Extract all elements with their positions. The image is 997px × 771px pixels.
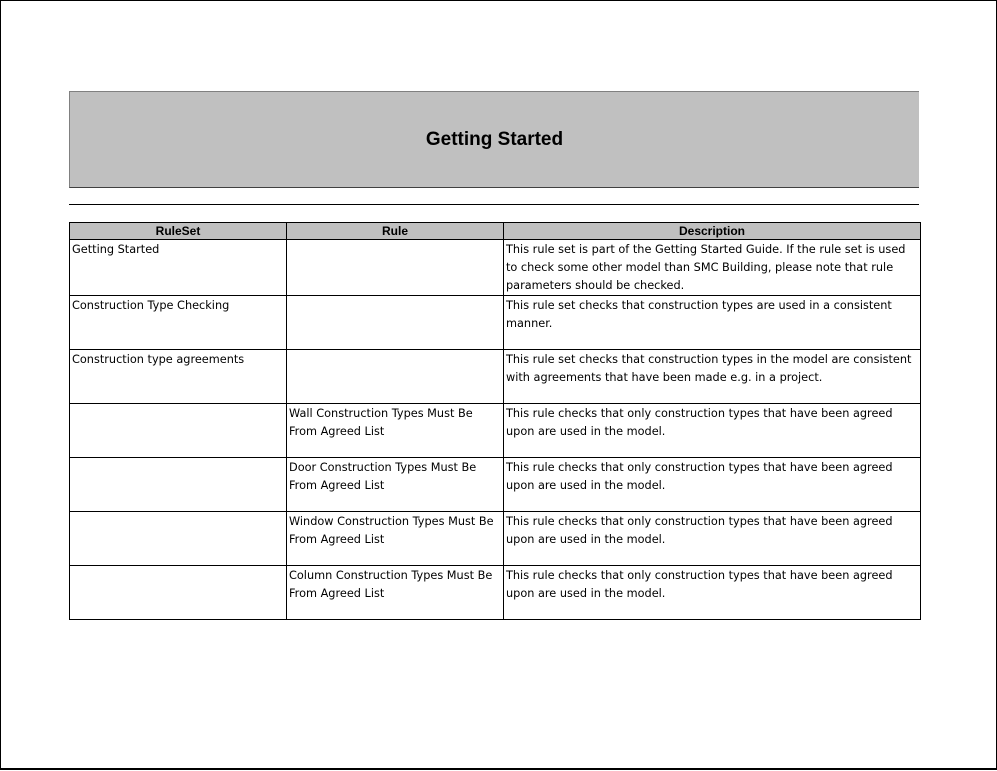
header-ruleset: RuleSet [70, 223, 287, 240]
header-rule: Rule [287, 223, 504, 240]
table-row [70, 240, 921, 296]
cell-description[interactable]: This rule checks that only construction types that have been agreed upon are used in the model. [504, 566, 921, 620]
cell-description[interactable]: This rule checks that only construction types that have been agreed upon are used in the model. [504, 404, 921, 458]
cell-description[interactable]: This rule checks that only construction types that have been agreed upon are used in the model. [504, 512, 921, 566]
table-row [70, 512, 921, 566]
cell-ruleset[interactable]: Construction Type Checking [70, 296, 287, 350]
cell-description[interactable]: This rule set checks that construction types in the model are consistent with agreements that have been made e.g. in a project. [504, 350, 921, 404]
cell-description[interactable]: This rule checks that only construction types that have been agreed upon are used in the model. [504, 458, 921, 512]
page-title: Getting Started [425, 128, 564, 150]
cell-ruleset[interactable]: Getting Started [70, 240, 287, 296]
rules-table [69, 222, 921, 620]
cell-rule[interactable] [287, 240, 504, 296]
table-header-row [70, 223, 921, 240]
title-banner [69, 91, 919, 188]
cell-description[interactable]: This rule set is part of the Getting Started Guide. If the rule set is used to check some other model than SMC Building, please note that rule parameters should be checked. [504, 240, 921, 296]
cell-ruleset[interactable] [70, 512, 287, 566]
cell-description[interactable]: This rule set checks that construction types are used in a consistent manner. [504, 296, 921, 350]
cell-rule[interactable] [287, 296, 504, 350]
divider-line [69, 204, 919, 205]
table-row [70, 458, 921, 512]
table-row [70, 566, 921, 620]
table-row [70, 350, 921, 404]
cell-ruleset[interactable] [70, 458, 287, 512]
cell-ruleset[interactable]: Construction type agreements [70, 350, 287, 404]
cell-rule[interactable]: Wall Construction Types Must Be From Agreed List [287, 404, 504, 458]
cell-rule[interactable] [287, 350, 504, 404]
cell-ruleset[interactable] [70, 404, 287, 458]
cell-rule[interactable]: Window Construction Types Must Be From Agreed List [287, 512, 504, 566]
cell-ruleset[interactable] [70, 566, 287, 620]
cell-rule[interactable]: Column Construction Types Must Be From Agreed List [287, 566, 504, 620]
table-row [70, 404, 921, 458]
cell-rule[interactable]: Door Construction Types Must Be From Agreed List [287, 458, 504, 512]
header-description: Description [504, 223, 921, 240]
table-row [70, 296, 921, 350]
